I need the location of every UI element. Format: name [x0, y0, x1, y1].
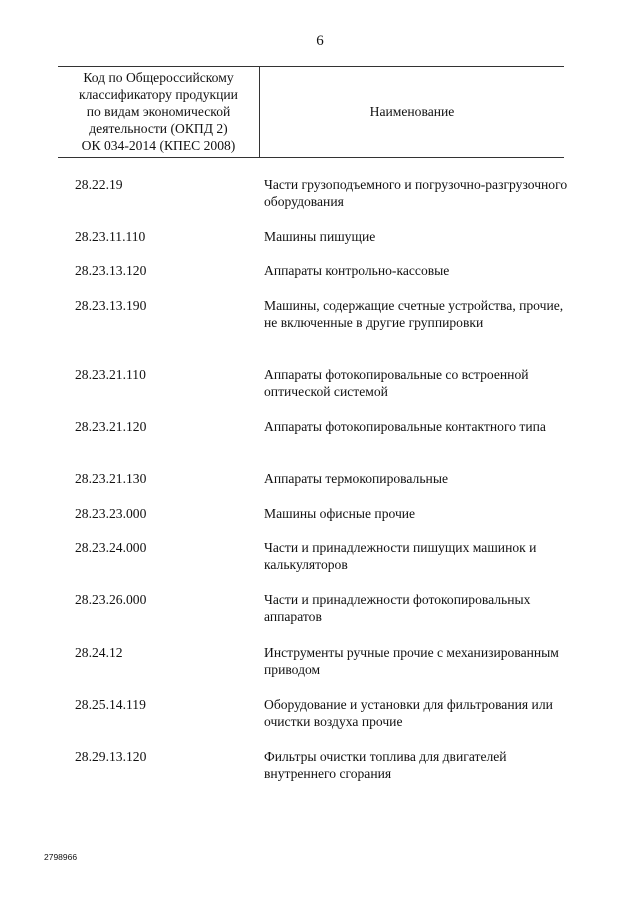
row-name: Машины офисные прочие — [264, 506, 416, 521]
row-name: Части и принадлежности пишущих машинок и калькуляторов — [264, 540, 537, 572]
header-code-column — [58, 69, 259, 154]
row-name: Аппараты термокопировальные — [264, 471, 448, 486]
row-code: 28.22.19 — [75, 177, 123, 192]
row-name: Части грузоподъемного и погрузочно-разгрузочного оборудования — [264, 177, 568, 209]
row-name: Машины, содержащие счетные устройства, прочие, не включенные в другие группировки — [264, 298, 564, 330]
row-code: 28.23.21.120 — [75, 419, 147, 434]
table-header — [58, 66, 564, 158]
row-name: Части и принадлежности фотокопировальных аппаратов — [264, 592, 531, 624]
row-name: Машины пишущие — [264, 229, 376, 244]
row-code: 28.24.12 — [75, 645, 123, 660]
row-name: Инструменты ручные прочие с механизированным приводом — [264, 645, 559, 677]
row-code: 28.23.21.110 — [75, 367, 146, 382]
header-code-line: деятельности (ОКПД 2) — [89, 121, 228, 136]
header-code-line: классификатору продукции — [79, 87, 238, 102]
header-code-line: Код по Общероссийскому — [83, 70, 234, 85]
row-name: Аппараты фотокопировальные со встроенной оптической системой — [264, 367, 529, 399]
header-code-line: ОК 034-2014 (КПЕС 2008) — [81, 138, 236, 153]
row-code: 28.23.24.000 — [75, 540, 147, 555]
row-code: 28.23.11.110 — [75, 229, 146, 244]
header-code-line: по видам экономической — [86, 104, 231, 119]
row-code: 28.23.26.000 — [75, 592, 147, 607]
row-name: Аппараты фотокопировальные контактного типа — [264, 419, 546, 434]
row-name: Фильтры очистки топлива для двигателей внутреннего сгорания — [264, 749, 507, 781]
row-code: 28.23.13.120 — [75, 263, 147, 278]
row-name: Аппараты контрольно-кассовые — [264, 263, 450, 278]
row-code: 28.23.21.130 — [75, 471, 147, 486]
row-name: Оборудование и установки для фильтрования или очистки воздуха прочие — [264, 697, 553, 729]
page-number: 6 — [316, 33, 324, 49]
header-name-column: Наименование — [369, 104, 455, 119]
document-id: 2798966 — [44, 852, 78, 862]
row-code: 28.25.14.119 — [75, 697, 146, 712]
row-code: 28.23.13.190 — [75, 298, 147, 313]
row-code: 28.23.23.000 — [75, 506, 147, 521]
row-code: 28.29.13.120 — [75, 749, 147, 764]
